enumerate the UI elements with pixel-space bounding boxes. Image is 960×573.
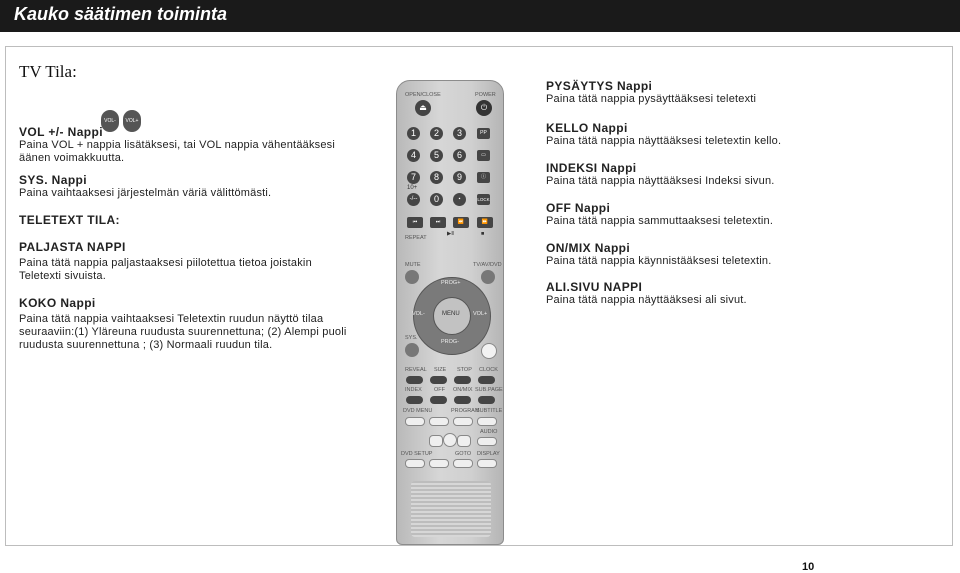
size-button	[430, 376, 447, 384]
sys-button	[405, 343, 419, 357]
repeat-label: REPEAT	[405, 235, 427, 241]
onmix-heading: ON/MIX Nappi	[546, 241, 631, 255]
sub-page-label: SUB.PAGE	[475, 387, 503, 393]
dvd-menu-label: DVD MENU	[403, 408, 433, 414]
off-label: OFF	[434, 387, 445, 393]
stop-label: STOP	[457, 367, 472, 373]
left-column	[19, 126, 369, 352]
digit-8-button: 8	[430, 171, 443, 184]
mode-icon: ▪	[453, 193, 466, 206]
right-column	[546, 80, 936, 307]
tv-av-dvd-label: TV/AV/DVD	[473, 262, 502, 268]
digit-7-button: 7	[407, 171, 420, 184]
lock-button: LOCK	[477, 194, 490, 205]
vol-minus-illustration: VOL-	[101, 110, 119, 132]
white-round-button	[481, 343, 497, 359]
audio-button	[477, 437, 497, 446]
sys-label: SYS.	[405, 335, 418, 341]
clock-label: CLOCK	[479, 367, 498, 373]
vol-plus-label: VOL+	[473, 311, 488, 317]
display-button	[477, 459, 497, 468]
sys-heading: SYS. Nappi	[19, 173, 88, 187]
stop-text: Paina tätä nappia pysäyttääksesi teletexti	[546, 93, 757, 105]
index-heading: INDEKSI Nappi	[546, 161, 637, 175]
power-label: POWER	[475, 92, 496, 98]
display-label: DISPLAY	[477, 451, 500, 457]
vol-text: Paina VOL + nappia lisätäksesi, tai VOL nappia vähentääksesi äänen voimakkuutta.	[19, 139, 336, 164]
sys-text: Paina vaihtaaksesi järjestelmän väriä välittömästi.	[19, 187, 272, 199]
mute-label: MUTE	[405, 262, 421, 268]
dvd-setup-button	[405, 459, 425, 468]
info-icon: ⓘ	[477, 172, 490, 183]
subtitle-button	[477, 417, 497, 426]
remote-control-illustration	[396, 80, 504, 545]
stop-icon: ■	[481, 231, 485, 237]
next-icon: ⏭	[430, 217, 446, 228]
prog-plus-label: PROG+	[441, 280, 461, 286]
size-heading: KOKO Nappi	[19, 296, 96, 310]
section-title: TV Tila:	[19, 62, 77, 81]
size-label: SIZE	[434, 367, 447, 373]
reveal-label: REVEAL	[405, 367, 427, 373]
program-label: PROGRAM	[451, 408, 480, 414]
on-mix-label: ON/MIX	[453, 387, 473, 393]
tv-av-dvd-button	[481, 270, 495, 284]
vol-heading: VOL +/- Nappi	[19, 125, 103, 139]
dvd-setup-label: DVD SETUP	[401, 451, 433, 457]
pp-button: PP	[477, 128, 490, 139]
digit-5-button: 5	[430, 149, 443, 162]
off-heading: OFF Nappi	[546, 201, 611, 215]
off-button	[430, 396, 447, 404]
page-title: Kauko säätimen toiminta	[14, 4, 228, 24]
digit-9-button: 9	[453, 171, 466, 184]
eject-icon: ⏏	[415, 100, 431, 116]
grip-texture	[411, 481, 491, 537]
vol-minus-label: VOL-	[412, 311, 425, 317]
screen-icon: ▭	[477, 150, 490, 161]
goto-label: GOTO	[455, 451, 472, 457]
prev-icon: ⏮	[407, 217, 423, 228]
clock-button	[478, 376, 495, 384]
clock-text: Paina tätä nappia näyttääksesi teletextin kello.	[546, 135, 782, 147]
index-label: INDEX	[405, 387, 422, 393]
index-text: Paina tätä nappia näyttääksesi Indeksi sivun.	[546, 175, 775, 187]
down-arrow-button	[429, 459, 449, 468]
sub-page-button	[478, 396, 495, 404]
rewind-icon: ⏪	[453, 217, 469, 228]
ten-plus-label: 10+	[407, 185, 418, 191]
menu-label: MENU	[442, 311, 460, 317]
reveal-heading: PALJASTA NAPPI	[19, 240, 126, 254]
enter-button	[443, 433, 457, 447]
subtitle-label: SUBTITLE	[476, 408, 503, 414]
prog-minus-label: PROG-	[441, 339, 460, 345]
digit-4-button: 4	[407, 149, 420, 162]
forward-icon: ⏩	[477, 217, 493, 228]
stop-button	[454, 376, 471, 384]
digit-1-button: 1	[407, 127, 420, 140]
power-icon: ⏻	[476, 100, 492, 116]
subpage-heading: ALI.SIVU NAPPI	[546, 280, 643, 294]
light-button	[429, 417, 449, 426]
size-text: Paina tätä nappia vaihtaaksesi Teletextin ruudun näyttö tilaa seuraaviin:(1) Yläreuna ruudusta suurennettuna; (2) Alempi puoli ruudusta suurennettuna ; (3) Normaali ruudun tila.	[19, 313, 347, 351]
page-header	[0, 0, 960, 32]
digit-0-button: 0	[430, 193, 443, 206]
index-button	[406, 396, 423, 404]
reveal-text: Paina tätä nappia paljastaaksesi piilotettua tietoa joistakin Teletexti sivuista.	[19, 257, 312, 282]
off-text: Paina tätä nappia sammuttaaksesi teletextin.	[546, 215, 774, 227]
goto-button	[453, 459, 473, 468]
vol-plus-illustration: VOL+	[123, 110, 141, 132]
dvd-menu-button	[405, 417, 425, 426]
digit-2-button: 2	[430, 127, 443, 140]
reveal-button	[406, 376, 423, 384]
open-close-label: OPEN/CLOSE	[405, 92, 441, 98]
digit-3-button: 3	[453, 127, 466, 140]
program-button	[453, 417, 473, 426]
subpage-text: Paina tätä nappia näyttääksesi ali sivut.	[546, 294, 747, 306]
right-arrow-icon	[457, 435, 471, 447]
play-pause-icon: ▶Ⅱ	[447, 231, 454, 237]
mute-button	[405, 270, 419, 284]
stop-heading: PYSÄYTYS Nappi	[546, 79, 653, 93]
left-arrow-icon	[429, 435, 443, 447]
clock-heading: KELLO Nappi	[546, 121, 628, 135]
dash-button: -/--	[407, 193, 420, 206]
on-mix-button	[454, 396, 471, 404]
page-number: 10	[802, 561, 815, 573]
digit-6-button: 6	[453, 149, 466, 162]
onmix-text: Paina tätä nappia käynnistääksesi teletextin.	[546, 255, 772, 267]
teletext-heading: TELETEXT TILA:	[19, 213, 120, 227]
audio-label: AUDIO	[480, 429, 498, 435]
